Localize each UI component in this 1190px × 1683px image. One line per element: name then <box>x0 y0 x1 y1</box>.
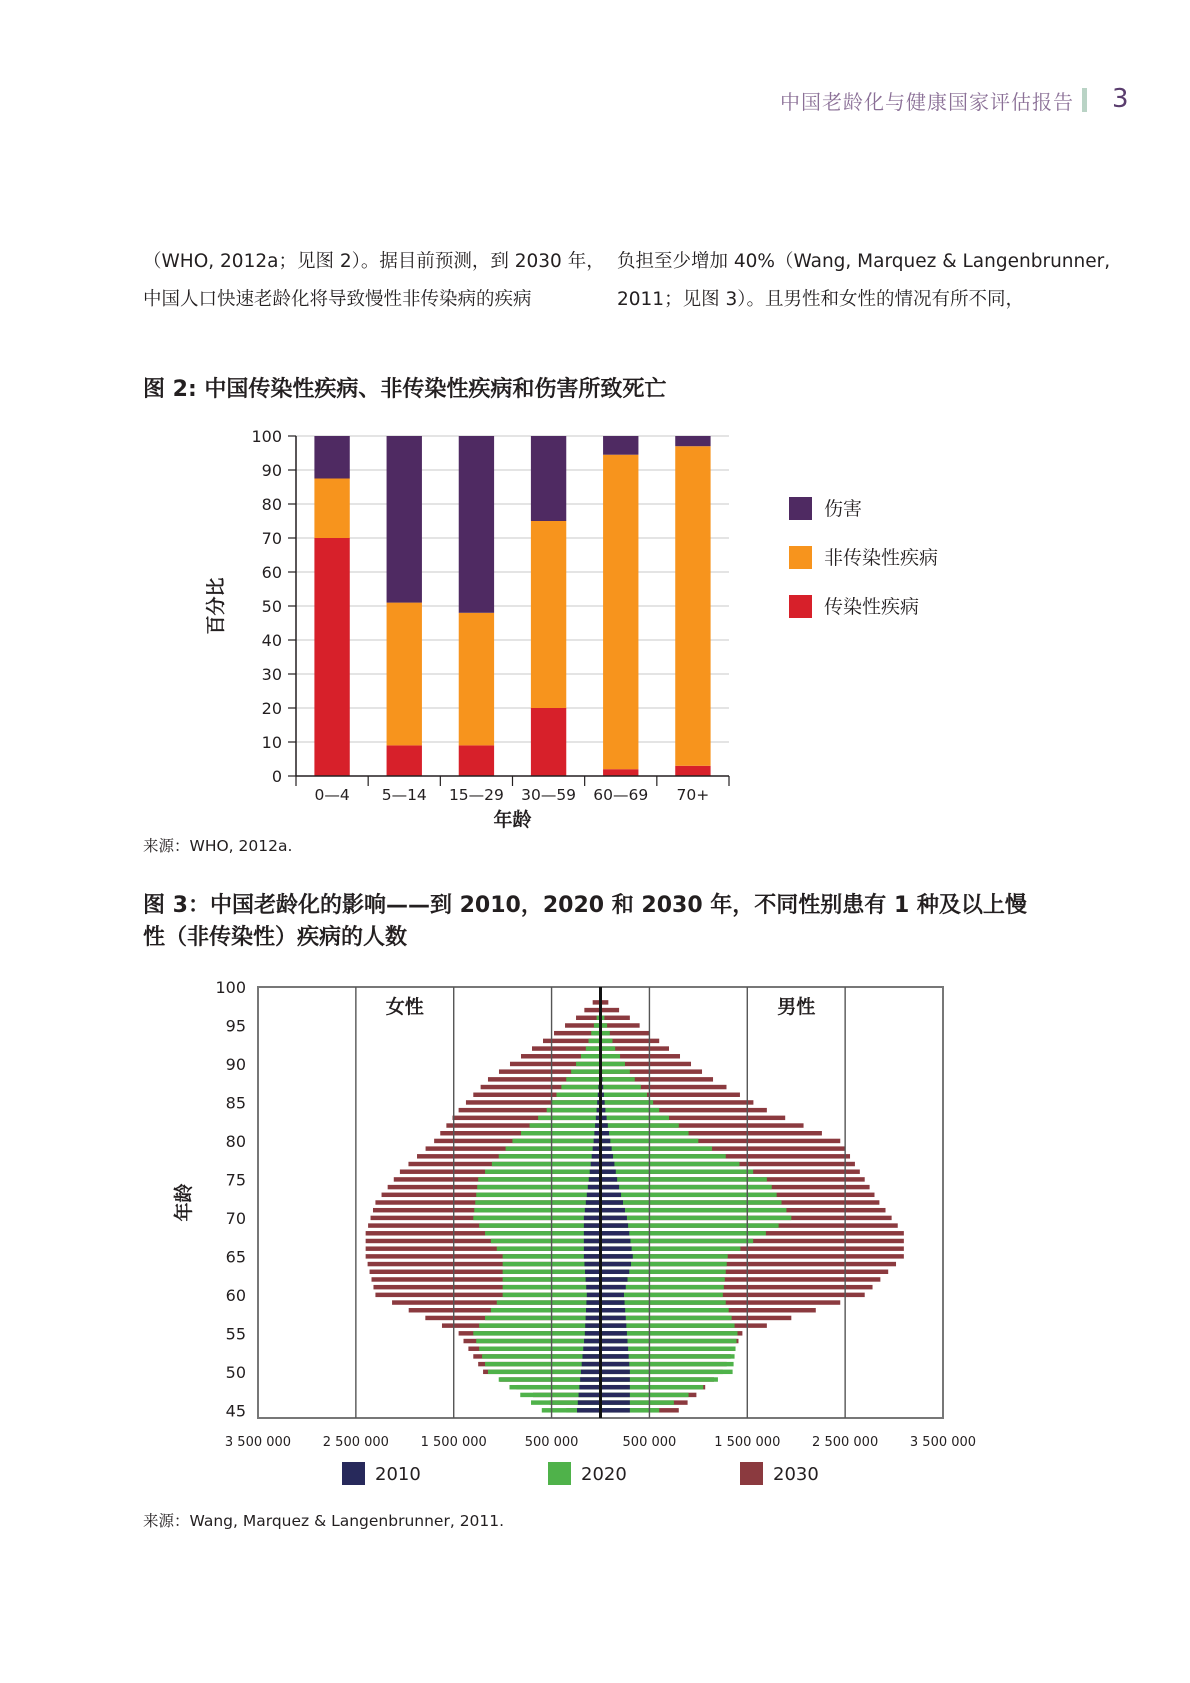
bar-male-2010 <box>601 1277 628 1281</box>
bar-female-2010 <box>585 1331 601 1335</box>
bar-segment <box>603 455 638 770</box>
bar-male-2020 <box>601 1054 621 1058</box>
bar-male-2010 <box>601 1185 620 1189</box>
pyramid-bars <box>366 1000 904 1412</box>
figure2-stacked-bar-chart <box>0 420 1190 850</box>
bar-female-2010 <box>585 1323 600 1327</box>
bar-male-2010 <box>601 1216 627 1220</box>
y-tick-label: 70 <box>225 1208 246 1228</box>
bar-segment <box>675 766 710 776</box>
bar-male-2030 <box>601 1016 630 1020</box>
bar-female-2010 <box>582 1362 601 1366</box>
bar-segment <box>603 769 638 776</box>
bar-male-2010 <box>601 1146 612 1150</box>
x-tick-label: 3 500 000 <box>224 1435 292 1450</box>
figure3-title-line: 性（非传染性）疾病的人数 <box>143 925 408 950</box>
bar-male-2020 <box>601 1146 713 1150</box>
figure2-title: 图 2: 中国传染性疾病、非传染性疾病和伤害所致死亡 <box>143 377 667 402</box>
bar-female-2020 <box>556 1093 600 1097</box>
bar-female-2010 <box>584 1239 601 1243</box>
bar-male-2020 <box>601 1154 726 1158</box>
bar-female-2020 <box>492 1162 601 1166</box>
y-tick-label: 55 <box>225 1324 246 1344</box>
bar-male-2010 <box>601 1385 630 1389</box>
y-tick-label: 90 <box>225 1054 246 1074</box>
bar-male-2020 <box>601 1062 625 1066</box>
bar-male-2010 <box>601 1262 632 1266</box>
bar-female-2010 <box>585 1270 600 1274</box>
bar-female-2020 <box>538 1116 600 1120</box>
bar-female-2020 <box>586 1046 601 1050</box>
bar-female-2010 <box>584 1246 601 1250</box>
bar-male-2020 <box>601 1216 792 1220</box>
y-tick-label: 80 <box>261 495 282 514</box>
y-tick-label: 100 <box>251 427 282 446</box>
bar-female-2020 <box>566 1077 600 1081</box>
bar-male-2010 <box>601 1331 627 1335</box>
bar-male-2010 <box>601 1246 632 1250</box>
bar-female-2010 <box>586 1285 600 1289</box>
bar-female-2020 <box>478 1177 600 1181</box>
bar-female-2010 <box>586 1300 600 1304</box>
bar-male-2010 <box>601 1177 618 1181</box>
bar-female-2020 <box>497 1300 601 1304</box>
bar-male-2010 <box>601 1254 633 1258</box>
legend-label: 非传染性疾病 <box>824 547 939 569</box>
bar-male-2020 <box>601 1193 777 1197</box>
bar-female-2010 <box>579 1393 601 1397</box>
bar-female-2020 <box>479 1323 600 1327</box>
bar-male-2010 <box>601 1347 629 1351</box>
bar-male-2010 <box>601 1208 625 1212</box>
text-line: 负担至少增加 40%（Wang, Marquez & Langenbrunner, <box>617 251 1111 272</box>
bar-male-2030 <box>601 1008 620 1012</box>
bar-female-2010 <box>579 1385 600 1389</box>
x-tick-label: 1 500 000 <box>714 1435 781 1450</box>
bar-segment <box>603 436 638 455</box>
bar-segment <box>387 603 422 746</box>
bar-male-2010 <box>601 1400 630 1404</box>
y-tick-label: 75 <box>225 1170 246 1190</box>
bar-male-2010 <box>601 1339 628 1343</box>
y-axis-label: 百分比 <box>205 577 227 635</box>
bar-male-2010 <box>601 1323 627 1327</box>
bar-male-2020 <box>601 1169 754 1173</box>
bar-segment <box>531 521 566 708</box>
bar-male-2010 <box>601 1408 630 1412</box>
bar-male-2020 <box>601 1077 635 1081</box>
bar-female-2020 <box>576 1062 600 1066</box>
bar-male-2010 <box>601 1293 624 1297</box>
bar-female-2010 <box>585 1208 601 1212</box>
page-number: 3 <box>1112 84 1129 114</box>
y-tick-label: 40 <box>261 631 282 650</box>
bar-male-2010 <box>601 1200 624 1204</box>
bar-male-2010 <box>601 1300 625 1304</box>
bar-female-2010 <box>578 1400 601 1404</box>
bar-female-2020 <box>485 1316 600 1320</box>
bar-female-2010 <box>589 1177 601 1181</box>
bar-female-2010 <box>584 1339 600 1343</box>
bar-male-2020 <box>601 1039 613 1043</box>
gridlines <box>296 436 729 742</box>
bar-male-2020 <box>601 1177 767 1181</box>
bar-segment <box>387 436 422 603</box>
female-side-label: 女性 <box>385 996 424 1018</box>
bar-female-2010 <box>584 1262 600 1266</box>
bar-male-2020 <box>601 1131 689 1135</box>
bar-female-2020 <box>581 1054 601 1058</box>
x-tick-label: 3 500 000 <box>909 1435 977 1450</box>
y-tick-label: 60 <box>225 1285 246 1305</box>
bar-female-2010 <box>587 1193 601 1197</box>
figure3-population-pyramid <box>0 970 1190 1500</box>
bar-female-2020 <box>473 1331 600 1335</box>
bar-male-2020 <box>601 1116 670 1120</box>
bar-female-2010 <box>584 1231 601 1235</box>
bar-female-2020 <box>521 1131 601 1135</box>
bar-male-2020 <box>601 1046 616 1050</box>
figure3-title <box>143 890 1027 954</box>
bar-male-2010 <box>601 1231 630 1235</box>
x-tick-label: 500 000 <box>622 1435 677 1450</box>
y-tick-label: 50 <box>261 597 282 616</box>
bar-male-2010 <box>601 1270 630 1274</box>
bar-female-2020 <box>479 1223 600 1227</box>
legend-swatch <box>789 546 812 569</box>
y-tick-label: 20 <box>261 699 282 718</box>
bar-male-2010 <box>601 1354 629 1358</box>
bar-female-2020 <box>491 1308 601 1312</box>
text-line: 中国人口快速老龄化将导致慢性非传染病的疾病 <box>143 289 532 310</box>
y-tick-label: 0 <box>271 767 282 786</box>
y-tick-label: 95 <box>225 1016 246 1036</box>
bar-female-2020 <box>474 1208 600 1212</box>
bar-female-2020 <box>479 1347 600 1351</box>
text-line: （WHO, 2012a；见图 2）。据目前预测，到 2030 年， <box>143 251 605 272</box>
bar-male-2010 <box>601 1193 622 1197</box>
bar-female-2010 <box>583 1347 600 1351</box>
legend-swatch <box>548 1462 571 1485</box>
legend-label: 传染性疾病 <box>824 596 920 618</box>
y-tick-label: 50 <box>225 1362 246 1382</box>
bar-female-2020 <box>571 1069 600 1073</box>
x-tick-labels <box>314 786 709 804</box>
bar-female-2020 <box>530 1123 601 1127</box>
bar-female-2010 <box>590 1169 601 1173</box>
bar-female-2010 <box>584 1216 601 1220</box>
bar-female-2010 <box>586 1316 601 1320</box>
y-axis-label: 年龄 <box>173 1183 195 1222</box>
bar-female-2010 <box>580 1377 600 1381</box>
bar-male-2020 <box>601 1100 654 1104</box>
bar-female-2020 <box>476 1193 600 1197</box>
bar-female-2010 <box>582 1354 600 1358</box>
x-axis-label: 年龄 <box>493 809 532 831</box>
bar-male-2010 <box>601 1370 630 1374</box>
x-tick-label: 0—4 <box>314 786 350 804</box>
bar-female-2010 <box>584 1223 601 1227</box>
y-tick-label: 65 <box>225 1247 246 1267</box>
y-tick-label: 100 <box>215 978 246 997</box>
bar-male-2020 <box>601 1185 772 1189</box>
bar-male-2020 <box>601 1069 630 1073</box>
x-tick-label: 70+ <box>676 786 710 804</box>
bar-female-2010 <box>584 1254 601 1258</box>
male-side-label: 男性 <box>777 996 816 1018</box>
bar-female-2010 <box>586 1200 601 1204</box>
legend-label: 伤害 <box>824 498 863 520</box>
figure2-source: 来源：WHO, 2012a. <box>143 837 293 855</box>
bar-male-2010 <box>601 1362 630 1366</box>
bar-female-2010 <box>588 1185 601 1189</box>
bar-male-2010 <box>601 1169 616 1173</box>
figure3-source: 来源：Wang, Marquez & Langenbrunner, 2011. <box>143 1512 505 1530</box>
bar-male-2010 <box>601 1154 614 1158</box>
body-text-right-column <box>617 243 1110 319</box>
bar-female-2020 <box>473 1216 600 1220</box>
y-tick-labels <box>215 978 246 1420</box>
figure3-title-line: 图 3：中国老龄化的影响——到 2010，2020 和 2030 年，不同性别患有 1 种及以上慢 <box>143 893 1027 918</box>
bar-segment <box>675 446 710 766</box>
legend-swatch <box>789 497 812 520</box>
legend-swatch <box>342 1462 365 1485</box>
bar-female-2020 <box>589 1039 601 1043</box>
bar-segment <box>459 613 494 746</box>
bar-female-2010 <box>586 1308 600 1312</box>
text-line: 2011；见图 3）。且男性和女性的情况有所不同， <box>617 289 1024 310</box>
bar-male-2010 <box>601 1223 629 1227</box>
bar-segment <box>314 538 349 776</box>
x-tick-labels <box>225 1435 976 1450</box>
bar-male-2010 <box>601 1162 615 1166</box>
bar-segment <box>314 479 349 539</box>
bar-male-2010 <box>601 1239 631 1243</box>
y-tick-label: 80 <box>225 1131 246 1151</box>
legend-label: 2010 <box>375 1464 421 1485</box>
x-tick-label: 30—59 <box>521 786 577 804</box>
bar-female-2020 <box>547 1108 601 1112</box>
bar-female-2010 <box>581 1370 601 1374</box>
y-tick-label: 90 <box>261 461 282 480</box>
bar-female-2010 <box>577 1408 600 1412</box>
x-tick-label: 5—14 <box>381 786 427 804</box>
bar-segment <box>675 436 710 446</box>
x-tick-label: 500 000 <box>524 1435 579 1450</box>
bar-male-2010 <box>601 1308 626 1312</box>
legend-label: 2020 <box>581 1464 627 1485</box>
bar-segment <box>387 745 422 776</box>
bar-male-2020 <box>601 1200 782 1204</box>
bar-female-2030 <box>584 1008 600 1012</box>
bar-female-2020 <box>485 1169 600 1173</box>
bar-female-2010 <box>586 1277 601 1281</box>
bar-female-2020 <box>552 1100 601 1104</box>
bar-segment <box>314 436 349 479</box>
legend <box>342 1462 819 1485</box>
bar-female-2020 <box>476 1339 600 1343</box>
bar-female-2020 <box>477 1185 600 1189</box>
x-tick-label: 15—29 <box>448 786 504 804</box>
bar-female-2020 <box>561 1085 600 1089</box>
bar-female-2020 <box>499 1154 601 1158</box>
bar-male-2020 <box>601 1085 641 1089</box>
x-tick-label: 2 500 000 <box>812 1435 879 1450</box>
header-divider <box>1082 88 1087 112</box>
y-tick-label: 30 <box>261 665 282 684</box>
bar-male-2020 <box>601 1208 787 1212</box>
bar-segment <box>459 745 494 776</box>
bar-female-2020 <box>512 1139 600 1143</box>
bar-male-2020 <box>601 1093 647 1097</box>
bar-male-2010 <box>601 1393 630 1397</box>
legend-label: 2030 <box>773 1464 819 1485</box>
bar-segment <box>531 436 566 521</box>
legend-swatch <box>740 1462 763 1485</box>
bar-female-2020 <box>475 1200 600 1204</box>
y-tick-label: 10 <box>261 733 282 752</box>
y-tick-label: 85 <box>225 1093 246 1113</box>
bar-female-2020 <box>485 1231 600 1235</box>
axes <box>288 436 729 786</box>
bar-male-2010 <box>601 1377 630 1381</box>
bar-female-2020 <box>506 1146 601 1150</box>
x-tick-label: 1 500 000 <box>420 1435 487 1450</box>
y-tick-label: 45 <box>225 1401 246 1421</box>
bar-male-2010 <box>601 1316 626 1320</box>
body-text-left-column <box>143 243 605 319</box>
legend <box>789 497 938 618</box>
x-tick-label: 2 500 000 <box>322 1435 389 1450</box>
bar-male-2020 <box>601 1108 660 1112</box>
bar-male-2010 <box>601 1285 626 1289</box>
running-header-title: 中国老龄化与健康国家评估报告 <box>780 90 1074 114</box>
bar-segment <box>459 436 494 613</box>
legend-swatch <box>789 595 812 618</box>
y-tick-label: 60 <box>261 563 282 582</box>
y-tick-labels <box>251 427 282 786</box>
y-tick-label: 70 <box>261 529 282 548</box>
bar-segment <box>531 708 566 776</box>
bar-female-2010 <box>587 1293 601 1297</box>
x-tick-label: 60—69 <box>593 786 649 804</box>
bar-male-2020 <box>601 1123 679 1127</box>
bar-male-2020 <box>601 1162 740 1166</box>
